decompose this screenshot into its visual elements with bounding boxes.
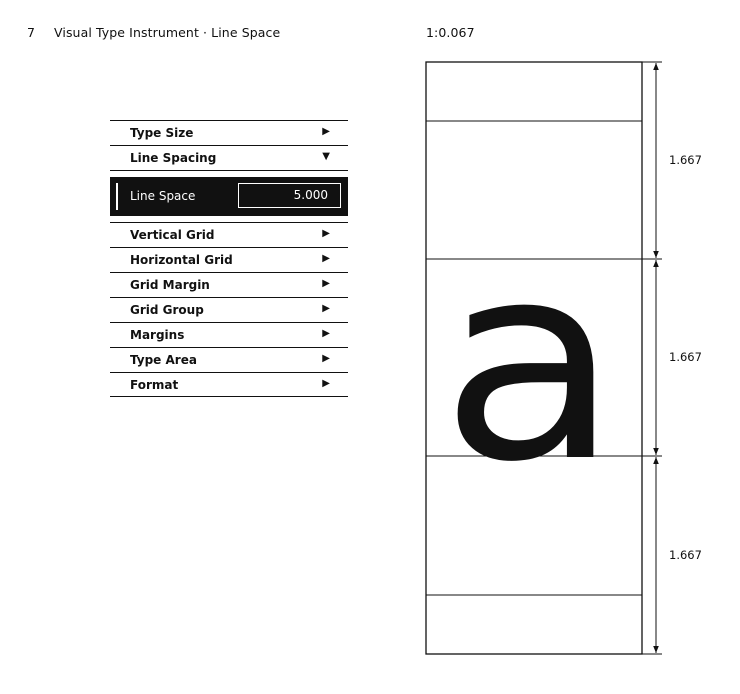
menu-item-label: Grid Margin xyxy=(130,278,210,292)
dimension-label: 1.667 xyxy=(669,153,702,167)
dimension-label: 1.667 xyxy=(669,350,702,364)
selection-marker xyxy=(116,183,118,210)
menu-item-horizontal-grid[interactable] xyxy=(110,247,348,272)
scale-ratio: 1:0.067 xyxy=(426,25,475,40)
menu-item-label: Horizontal Grid xyxy=(130,253,233,267)
menu-item-label: Type Size xyxy=(130,126,194,140)
triangle-right-icon: ▶ xyxy=(322,253,330,264)
menu-item-vertical-grid[interactable] xyxy=(110,222,348,247)
menu-item-type-size[interactable] xyxy=(110,120,348,145)
triangle-right-icon: ▶ xyxy=(322,353,330,364)
menu-item-label: Margins xyxy=(130,328,185,342)
menu-item-label: Format xyxy=(130,378,179,392)
triangle-right-icon: ▶ xyxy=(322,303,330,314)
page-number: 7 xyxy=(27,25,36,40)
triangle-right-icon: ▶ xyxy=(322,328,330,339)
menu-item-grid-group[interactable] xyxy=(110,297,348,322)
settings-menu xyxy=(110,120,348,397)
format-frame xyxy=(426,62,642,654)
line-space-input[interactable]: 5.000 xyxy=(238,183,341,208)
menu-item-label: Type Area xyxy=(130,353,197,367)
sample-glyph: a xyxy=(440,206,620,522)
triangle-right-icon: ▶ xyxy=(322,378,330,389)
triangle-right-icon: ▶ xyxy=(322,278,330,289)
menu-item-label: Line Spacing xyxy=(130,151,217,165)
triangle-right-icon: ▶ xyxy=(322,228,330,239)
line-space-control xyxy=(110,177,348,216)
menu-item-label: Grid Group xyxy=(130,303,204,317)
menu-item-margins[interactable] xyxy=(110,322,348,347)
menu-item-type-area[interactable] xyxy=(110,347,348,372)
menu-item-grid-margin[interactable] xyxy=(110,272,348,297)
menu-item-format[interactable] xyxy=(110,372,348,397)
line-space-label: Line Space xyxy=(130,189,196,203)
menu-divider xyxy=(110,170,348,177)
triangle-right-icon: ▶ xyxy=(322,126,330,137)
dimension-label: 1.667 xyxy=(669,548,702,562)
triangle-down-icon: ▼ xyxy=(322,151,330,162)
menu-item-line-spacing[interactable] xyxy=(110,145,348,170)
menu-item-label: Vertical Grid xyxy=(130,228,215,242)
page-title: Visual Type Instrument · Line Space xyxy=(54,25,281,40)
